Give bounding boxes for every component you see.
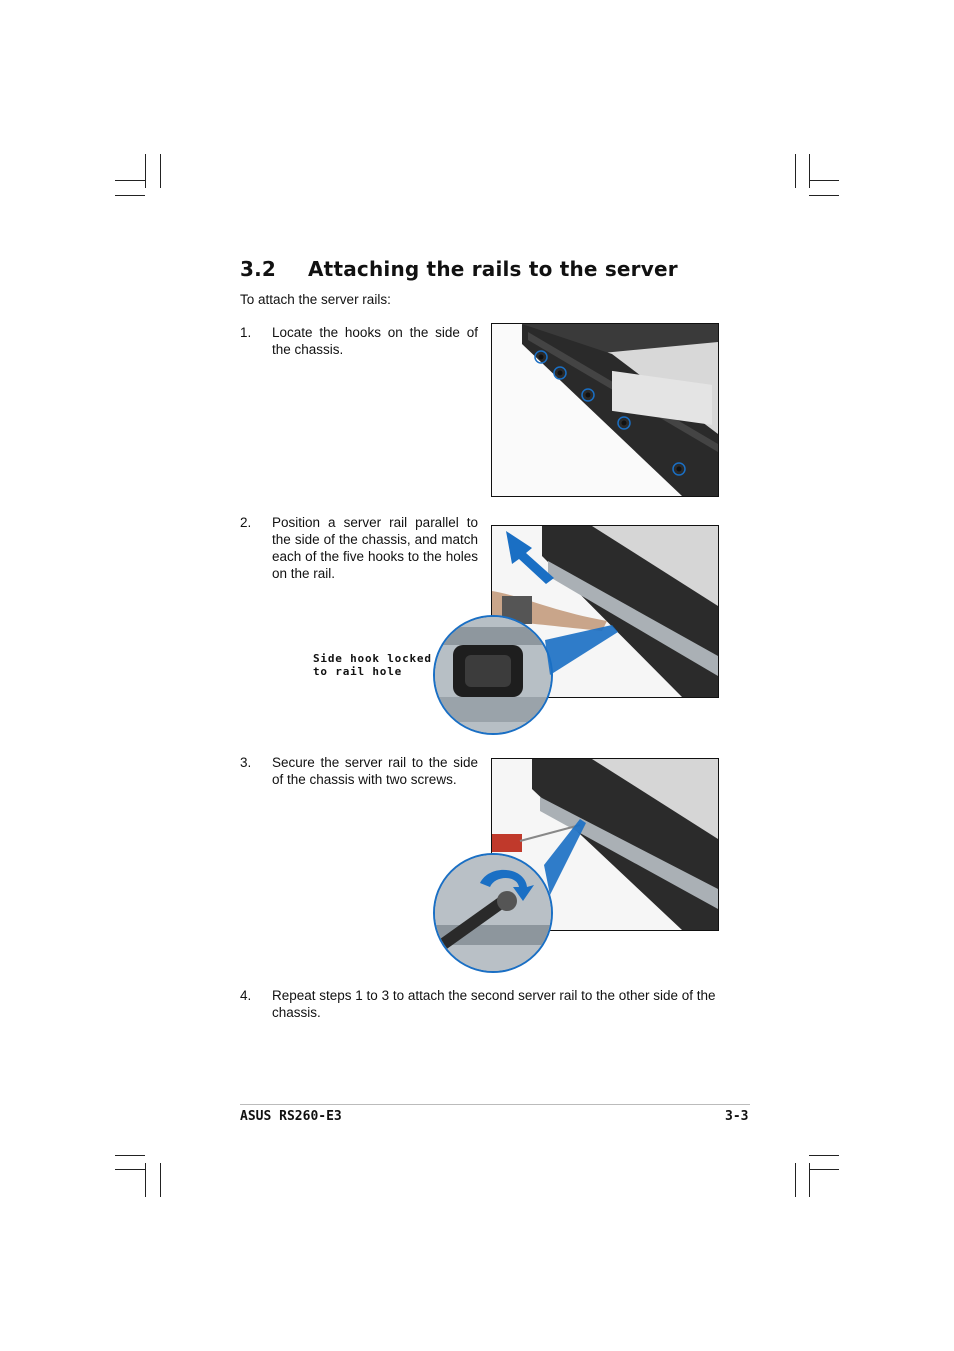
crop-mark [795,1163,796,1197]
step-text: Repeat steps 1 to 3 to attach the second server rail to the other side of the chassis. [272,988,716,1020]
crop-mark [115,195,145,196]
section-number: 3.2 [240,257,277,281]
footer-rule [240,1104,750,1105]
callout-connector [540,600,620,675]
crop-mark [160,1163,161,1197]
crop-mark [809,1155,839,1156]
step-number: 3. [240,755,252,770]
side-hook-zoom [433,615,553,735]
crop-mark [809,154,810,188]
footer-product: ASUS RS260-E3 [240,1109,342,1124]
crop-mark [115,1169,145,1170]
step-text: Secure the server rail to the side of the chassis with two screws. [272,755,478,787]
section-heading: Attaching the rails to the server [308,257,678,281]
crop-mark [145,154,146,188]
section-title [240,257,678,281]
crop-mark [809,195,839,196]
crop-mark [115,180,145,181]
crop-mark [145,1163,146,1197]
callout-label [313,652,432,678]
crop-mark [160,154,161,188]
step-number: 2. [240,515,252,530]
crop-mark [809,180,839,181]
step-text: Locate the hooks on the side of the chassis. [272,325,478,357]
callout-line-1: Side hook locked [313,652,432,665]
crop-mark [115,1155,145,1156]
callout-connector [540,815,590,895]
intro-text: To attach the server rails: [240,292,391,307]
chassis-hooks-photo [491,323,719,497]
screw-zoom [433,853,553,973]
footer-page-number: 3-3 [725,1109,749,1124]
callout-line-2: to rail hole [313,665,403,678]
crop-mark [795,154,796,188]
step-number: 4. [240,988,252,1003]
crop-mark [809,1169,839,1170]
step-number: 1. [240,325,252,340]
step-text: Position a server rail parallel to the side of the chassis, and match each of the five hooks to the holes on the rail. [272,515,478,581]
